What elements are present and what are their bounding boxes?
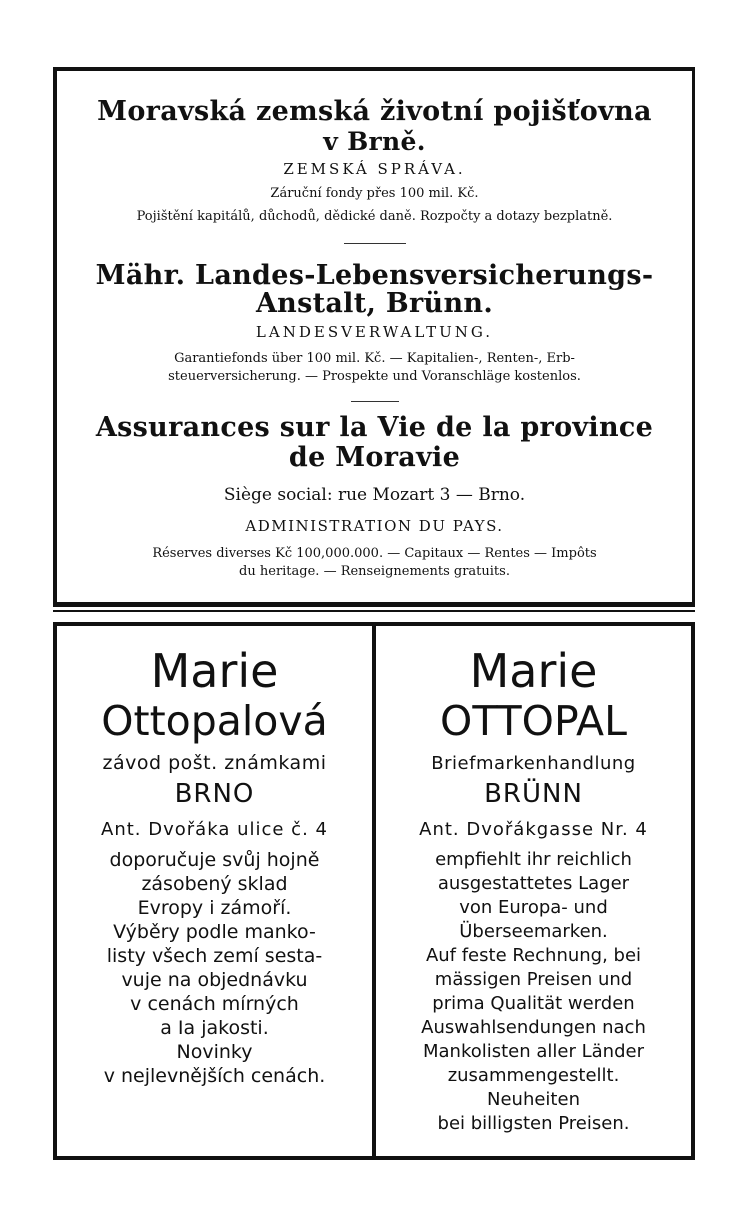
french-line2: du heritage. — Renseignements gratuits. bbox=[239, 564, 510, 579]
divider-rule bbox=[344, 243, 406, 244]
czech-column bbox=[57, 626, 372, 1156]
german-line1: Garantiefonds über 100 mil. Kč. — Kapitalien-, Renten-, Erb- bbox=[174, 351, 575, 366]
stamp-dealer-advertisement bbox=[53, 622, 695, 1160]
body-line: doporučuje svůj hojně bbox=[109, 849, 320, 871]
body-line: Novinky bbox=[176, 1041, 253, 1063]
czech-subtitle: ZEMSKÁ SPRÁVA. bbox=[283, 160, 466, 178]
body-line: Neuheiten bbox=[487, 1089, 580, 1110]
body-line: von Europa- und bbox=[459, 897, 608, 918]
czech-business: závod pošt. známkami bbox=[102, 752, 327, 774]
french-subtitle: ADMINISTRATION DU PAYS. bbox=[245, 517, 504, 535]
body-line: empfiehlt ihr reichlich bbox=[435, 849, 632, 870]
french-address: Siège social: rue Mozart 3 — Brno. bbox=[223, 485, 526, 505]
body-line: ausgestattetes Lager bbox=[437, 873, 630, 894]
body-line: Evropy i zámoří. bbox=[137, 897, 292, 919]
german-address: Ant. Dvořákgasse Nr. 4 bbox=[419, 819, 648, 840]
german-name-line1: Marie bbox=[469, 644, 598, 698]
body-line: Auswahlsendungen nach bbox=[421, 1017, 646, 1038]
french-title-line2: de Moravie bbox=[288, 442, 461, 473]
body-line: prima Qualität werden bbox=[432, 993, 635, 1014]
german-body bbox=[376, 848, 691, 1136]
body-line: listy všech zemí sesta- bbox=[106, 945, 323, 967]
german-line2: steuerversicherung. — Prospekte und Voranschläge kostenlos. bbox=[168, 369, 581, 384]
czech-name-line1: Marie bbox=[150, 644, 279, 698]
czech-line1: Záruční fondy přes 100 mil. Kč. bbox=[270, 186, 479, 201]
german-business: Briefmarkenhandlung bbox=[431, 753, 636, 774]
body-line: Mankolisten aller Länder bbox=[422, 1041, 644, 1062]
body-line: bei billigsten Preisen. bbox=[437, 1113, 630, 1134]
french-line1: Réserves diverses Kč 100,000.000. — Capitaux — Rentes — Impôts bbox=[152, 546, 597, 561]
german-city: BRÜNN bbox=[484, 779, 583, 809]
body-line: vuje na objednávku bbox=[121, 969, 308, 991]
body-line: a Ia jakosti. bbox=[160, 1017, 269, 1039]
body-line: v cenách mírných bbox=[130, 993, 299, 1015]
german-title-line1: Mähr. Landes-Lebensversicherungs- bbox=[95, 260, 654, 291]
czech-city: BRNO bbox=[174, 779, 255, 809]
czech-title-line1: Moravská zemská životní pojišťovna bbox=[97, 96, 652, 127]
czech-title-line2: v Brně. bbox=[323, 127, 426, 156]
body-line: Überseemarken. bbox=[459, 921, 608, 942]
body-line: zásobený sklad bbox=[141, 873, 288, 895]
french-title-line1: Assurances sur la Vie de la province bbox=[95, 412, 654, 443]
insurance-advertisement bbox=[53, 67, 695, 607]
czech-line2: Pojištění kapitálů, důchodů, dědické daně. Rozpočty a dotazy bezplatně. bbox=[136, 209, 613, 224]
body-line: zusammengestellt. bbox=[447, 1065, 620, 1086]
german-name-line2: OTTOPAL bbox=[440, 697, 627, 745]
czech-address: Ant. Dvořáka ulice č. 4 bbox=[101, 819, 328, 840]
german-subtitle: LANDESVERWALTUNG. bbox=[255, 323, 494, 341]
body-line: v nejlevnějších cenách. bbox=[103, 1065, 326, 1087]
german-title-line2: Anstalt, Brünn. bbox=[255, 288, 494, 319]
czech-body bbox=[57, 848, 372, 1088]
body-line: Auf feste Rechnung, bei bbox=[425, 945, 642, 966]
czech-name-line2: Ottopalová bbox=[101, 697, 328, 745]
divider-rule bbox=[351, 401, 399, 402]
body-line: mässigen Preisen und bbox=[434, 969, 633, 990]
body-line: Výběry podle manko- bbox=[113, 921, 316, 943]
german-column bbox=[376, 626, 691, 1156]
